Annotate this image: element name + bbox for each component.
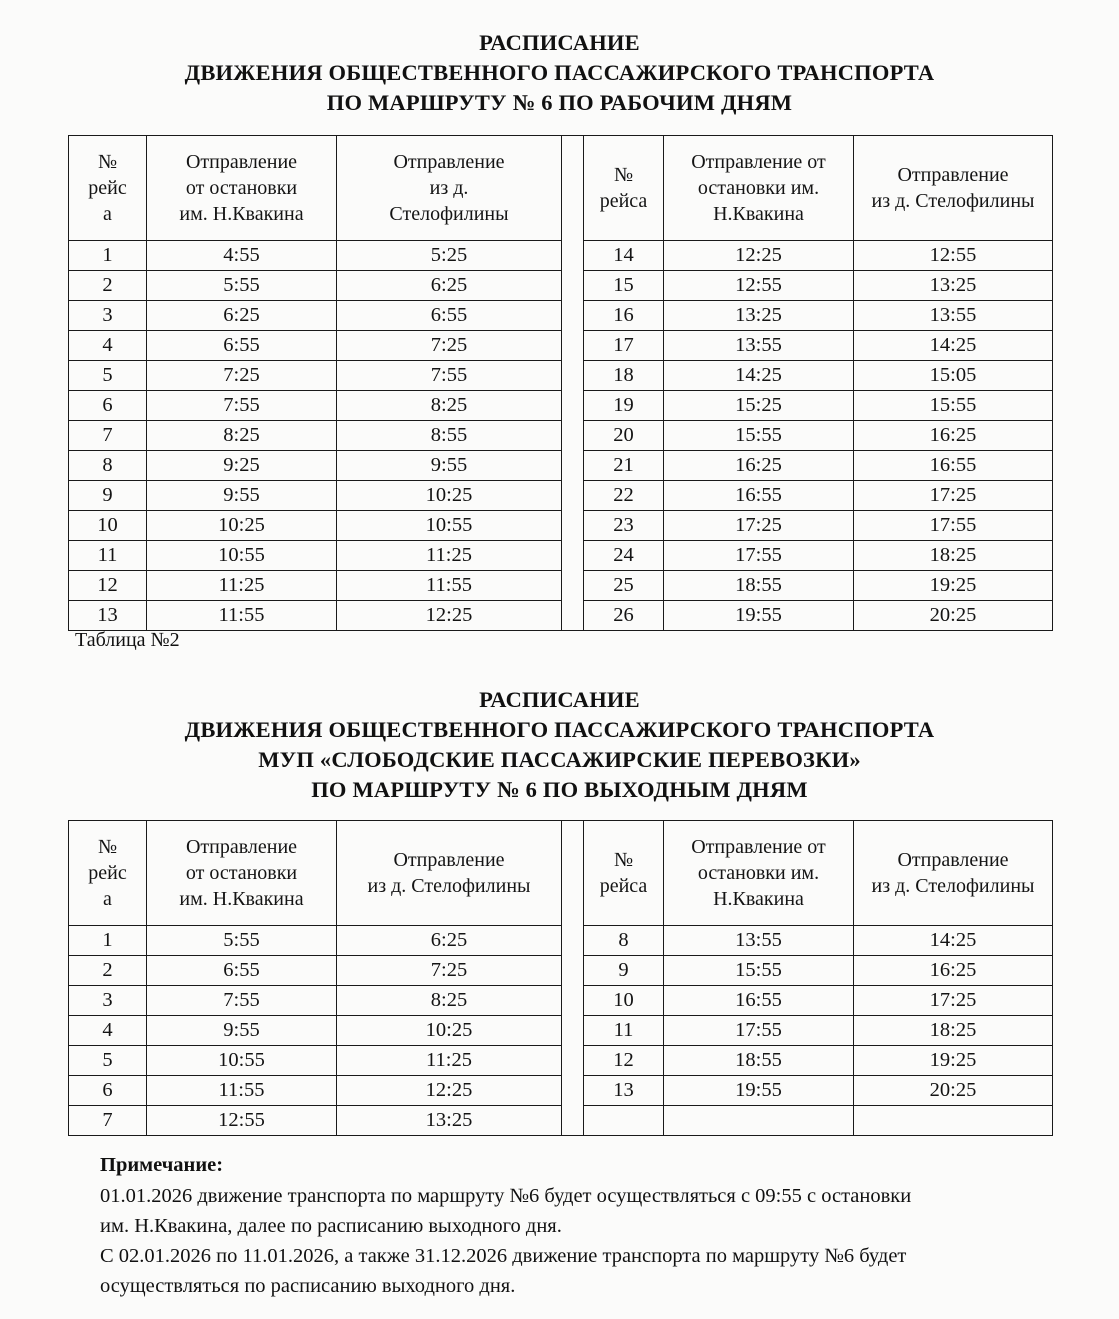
header-line: рейс <box>88 862 127 884</box>
header-line: рейса <box>599 190 648 212</box>
departure-village-left: 8:25 <box>337 986 562 1016</box>
header-departure-stop-left <box>147 136 337 241</box>
column-spacer <box>562 136 584 241</box>
departure-stop-left: 7:55 <box>147 391 337 421</box>
title-line-3: ПО МАРШРУТУ № 6 ПО РАБОЧИМ ДНЯМ <box>326 90 793 115</box>
departure-stop-left: 6:55 <box>147 956 337 986</box>
header-departure-village-left <box>337 136 562 241</box>
header-line: Отправление от <box>691 836 826 858</box>
trip-number-left: 5 <box>69 361 147 391</box>
header-line: рейса <box>599 875 648 897</box>
departure-stop-right: 13:25 <box>664 301 854 331</box>
departure-stop-right: 19:55 <box>664 1076 854 1106</box>
departure-village-left: 12:25 <box>337 601 562 631</box>
column-spacer <box>562 301 584 331</box>
note-line-2: им. Н.Квакина, далее по расписанию выходного дня. <box>100 1215 562 1237</box>
header-line: им. Н.Квакина <box>179 203 304 225</box>
departure-village-right: 17:55 <box>854 511 1053 541</box>
header-line: остановки им. <box>697 177 820 199</box>
header-line: рейс <box>88 177 127 199</box>
departure-village-right: 12:55 <box>854 241 1053 271</box>
column-spacer <box>562 1046 584 1076</box>
header-line: Отправление <box>393 849 505 871</box>
title-line-3: МУП «СЛОБОДСКИЕ ПАССАЖИРСКИЕ ПЕРЕВОЗКИ» <box>258 747 861 772</box>
column-spacer <box>562 821 584 926</box>
departure-stop-left: 4:55 <box>147 241 337 271</box>
departure-village-left: 10:55 <box>337 511 562 541</box>
trip-number-right: 9 <box>584 956 664 986</box>
note-line-4: осуществляться по расписанию выходного дня. <box>100 1275 516 1297</box>
schedule-title-weekend <box>0 685 1119 805</box>
trip-number-right: 15 <box>584 271 664 301</box>
header-line: № <box>613 164 634 186</box>
departure-stop-right: 15:55 <box>664 956 854 986</box>
table-row <box>69 1046 1053 1076</box>
departure-village-right: 18:25 <box>854 541 1053 571</box>
departure-stop-left: 5:55 <box>147 926 337 956</box>
table-caption-2: Таблица №2 <box>75 629 180 651</box>
departure-village-right: 14:25 <box>854 926 1053 956</box>
departure-village-left: 7:55 <box>337 361 562 391</box>
notes-section <box>100 1150 1085 1301</box>
departure-stop-left: 9:55 <box>147 1016 337 1046</box>
column-spacer <box>562 1076 584 1106</box>
departure-village-left: 5:25 <box>337 241 562 271</box>
departure-stop-right: 18:55 <box>664 1046 854 1076</box>
table-row <box>69 1016 1053 1046</box>
table-row <box>69 481 1053 511</box>
header-line: № <box>613 849 634 871</box>
header-line: № <box>97 836 118 858</box>
header-line: а <box>103 888 112 910</box>
departure-stop-right: 14:25 <box>664 361 854 391</box>
trip-number-left: 2 <box>69 271 147 301</box>
departure-village-right: 13:25 <box>854 271 1053 301</box>
table-row <box>69 421 1053 451</box>
column-spacer <box>562 1106 584 1136</box>
departure-stop-left: 10:25 <box>147 511 337 541</box>
departure-stop-right: 16:55 <box>664 481 854 511</box>
title-line-1: РАСПИСАНИЕ <box>479 687 640 712</box>
departure-stop-right: 13:55 <box>664 926 854 956</box>
column-spacer <box>562 481 584 511</box>
departure-village-right: 15:55 <box>854 391 1053 421</box>
departure-stop-left: 5:55 <box>147 271 337 301</box>
departure-stop-right: 13:55 <box>664 331 854 361</box>
header-line: из д. Стелофилины <box>871 190 1035 212</box>
header-line: из д. Стелофилины <box>367 875 531 897</box>
departure-stop-left: 7:25 <box>147 361 337 391</box>
departure-stop-left: 9:55 <box>147 481 337 511</box>
departure-village-left: 7:25 <box>337 956 562 986</box>
departure-stop-left: 7:55 <box>147 986 337 1016</box>
column-spacer <box>562 421 584 451</box>
departure-village-left: 10:25 <box>337 1016 562 1046</box>
departure-stop-left: 6:25 <box>147 301 337 331</box>
departure-stop-left: 10:55 <box>147 541 337 571</box>
trip-number-left: 5 <box>69 1046 147 1076</box>
departure-village-right: 13:55 <box>854 301 1053 331</box>
header-line: Отправление <box>897 849 1009 871</box>
departure-stop-right: 15:55 <box>664 421 854 451</box>
trip-number-left: 11 <box>69 541 147 571</box>
departure-stop-right: 17:55 <box>664 541 854 571</box>
trip-number-right: 26 <box>584 601 664 631</box>
trip-number-right <box>584 1106 664 1136</box>
departure-stop-right <box>664 1106 854 1136</box>
header-departure-village-right <box>854 136 1053 241</box>
column-spacer <box>562 331 584 361</box>
departure-village-left: 13:25 <box>337 1106 562 1136</box>
column-spacer <box>562 391 584 421</box>
departure-stop-left: 10:55 <box>147 1046 337 1076</box>
departure-stop-right: 12:55 <box>664 271 854 301</box>
header-line: от остановки <box>185 177 298 199</box>
departure-village-left: 9:55 <box>337 451 562 481</box>
trip-number-right: 25 <box>584 571 664 601</box>
trip-number-left: 4 <box>69 331 147 361</box>
title-line-2: ДВИЖЕНИЯ ОБЩЕСТВЕННОГО ПАССАЖИРСКОГО ТРАНСПОРТА <box>184 60 935 85</box>
departure-village-right: 16:25 <box>854 421 1053 451</box>
schedule-table-weekday <box>68 135 1053 631</box>
departure-village-right: 20:25 <box>854 1076 1053 1106</box>
title-line-4: ПО МАРШРУТУ № 6 ПО ВЫХОДНЫМ ДНЯМ <box>311 777 808 802</box>
schedule-table-weekday-body <box>69 241 1053 631</box>
trip-number-left: 9 <box>69 481 147 511</box>
trip-number-right: 13 <box>584 1076 664 1106</box>
table-row <box>69 956 1053 986</box>
departure-village-right: 16:55 <box>854 451 1053 481</box>
trip-number-left: 6 <box>69 1076 147 1106</box>
trip-number-left: 1 <box>69 926 147 956</box>
trip-number-left: 7 <box>69 421 147 451</box>
schedule-table-weekend-wrapper <box>68 820 1052 1136</box>
departure-village-left: 8:25 <box>337 391 562 421</box>
departure-stop-right: 17:25 <box>664 511 854 541</box>
trip-number-left: 13 <box>69 601 147 631</box>
table-row <box>69 391 1053 421</box>
note-line-1: 01.01.2026 движение транспорта по маршруту №6 будет осуществляться с 09:55 с остановки <box>100 1185 912 1207</box>
departure-stop-left: 6:55 <box>147 331 337 361</box>
departure-village-left: 11:25 <box>337 541 562 571</box>
header-line: а <box>103 203 112 225</box>
trip-number-left: 12 <box>69 571 147 601</box>
trip-number-right: 10 <box>584 986 664 1016</box>
header-trip-number-left <box>69 821 147 926</box>
column-spacer <box>562 986 584 1016</box>
notes-title: Примечание: <box>100 1154 224 1176</box>
table-row <box>69 451 1053 481</box>
trip-number-left: 3 <box>69 301 147 331</box>
table-row <box>69 541 1053 571</box>
table-row <box>69 1076 1053 1106</box>
schedule-table-weekday-wrapper <box>68 135 1052 631</box>
header-departure-stop-right <box>664 136 854 241</box>
column-spacer <box>562 571 584 601</box>
note-line-3: С 02.01.2026 по 11.01.2026, а также 31.12.2026 движение транспорта по маршруту №6 будет <box>100 1245 907 1267</box>
column-spacer <box>562 541 584 571</box>
column-spacer <box>562 511 584 541</box>
departure-stop-left: 11:55 <box>147 1076 337 1106</box>
schedule-title-weekday <box>0 28 1119 118</box>
departure-stop-right: 19:55 <box>664 601 854 631</box>
table-header-row <box>69 136 1053 241</box>
departure-village-right: 19:25 <box>854 571 1053 601</box>
header-line: № <box>97 151 118 173</box>
trip-number-right: 16 <box>584 301 664 331</box>
departure-village-left: 11:55 <box>337 571 562 601</box>
table-row <box>69 241 1053 271</box>
header-line: Отправление <box>897 164 1009 186</box>
header-line: Отправление <box>185 151 298 173</box>
trip-number-right: 8 <box>584 926 664 956</box>
header-line: Отправление от <box>691 151 826 173</box>
column-spacer <box>562 241 584 271</box>
header-line: из д. <box>429 177 469 199</box>
departure-village-left: 6:25 <box>337 926 562 956</box>
departure-village-right: 14:25 <box>854 331 1053 361</box>
departure-village-right: 17:25 <box>854 986 1053 1016</box>
departure-village-left: 6:55 <box>337 301 562 331</box>
trip-number-right: 18 <box>584 361 664 391</box>
trip-number-right: 20 <box>584 421 664 451</box>
departure-stop-right: 16:55 <box>664 986 854 1016</box>
trip-number-right: 12 <box>584 1046 664 1076</box>
departure-stop-left: 9:25 <box>147 451 337 481</box>
departure-village-right: 19:25 <box>854 1046 1053 1076</box>
table-row <box>69 301 1053 331</box>
trip-number-left: 4 <box>69 1016 147 1046</box>
schedule-table-weekend-body <box>69 926 1053 1136</box>
trip-number-left: 10 <box>69 511 147 541</box>
trip-number-right: 21 <box>584 451 664 481</box>
departure-village-right: 15:05 <box>854 361 1053 391</box>
trip-number-left: 3 <box>69 986 147 1016</box>
trip-number-right: 17 <box>584 331 664 361</box>
header-departure-village-right <box>854 821 1053 926</box>
trip-number-right: 24 <box>584 541 664 571</box>
departure-stop-right: 16:25 <box>664 451 854 481</box>
column-spacer <box>562 361 584 391</box>
header-line: Отправление <box>393 151 505 173</box>
departure-village-right <box>854 1106 1053 1136</box>
departure-stop-right: 17:55 <box>664 1016 854 1046</box>
table-row <box>69 571 1053 601</box>
column-spacer <box>562 451 584 481</box>
table-row <box>69 361 1053 391</box>
departure-village-left: 12:25 <box>337 1076 562 1106</box>
header-line: Н.Квакина <box>713 203 804 225</box>
schedule-table-weekend <box>68 820 1053 1136</box>
table-row <box>69 271 1053 301</box>
column-spacer <box>562 601 584 631</box>
departure-stop-left: 11:55 <box>147 601 337 631</box>
table-row <box>69 331 1053 361</box>
header-line: им. Н.Квакина <box>179 888 304 910</box>
trip-number-left: 2 <box>69 956 147 986</box>
departure-stop-left: 11:25 <box>147 571 337 601</box>
column-spacer <box>562 926 584 956</box>
header-line: Отправление <box>185 836 298 858</box>
title-line-1: РАСПИСАНИЕ <box>479 30 640 55</box>
departure-village-left: 10:25 <box>337 481 562 511</box>
trip-number-right: 14 <box>584 241 664 271</box>
header-line: Стелофилины <box>389 203 509 225</box>
departure-village-left: 8:55 <box>337 421 562 451</box>
departure-stop-left: 8:25 <box>147 421 337 451</box>
trip-number-right: 23 <box>584 511 664 541</box>
header-line: от остановки <box>185 862 298 884</box>
departure-stop-left: 12:55 <box>147 1106 337 1136</box>
column-spacer <box>562 956 584 986</box>
header-line: остановки им. <box>697 862 820 884</box>
header-trip-number-left <box>69 136 147 241</box>
trip-number-left: 7 <box>69 1106 147 1136</box>
departure-village-right: 18:25 <box>854 1016 1053 1046</box>
departure-village-right: 20:25 <box>854 601 1053 631</box>
column-spacer <box>562 271 584 301</box>
departure-village-left: 7:25 <box>337 331 562 361</box>
table-row <box>69 601 1053 631</box>
header-line: из д. Стелофилины <box>871 875 1035 897</box>
header-departure-stop-left <box>147 821 337 926</box>
departure-village-right: 16:25 <box>854 956 1053 986</box>
departure-village-right: 17:25 <box>854 481 1053 511</box>
departure-stop-right: 15:25 <box>664 391 854 421</box>
departure-village-left: 11:25 <box>337 1046 562 1076</box>
departure-stop-right: 18:55 <box>664 571 854 601</box>
trip-number-right: 11 <box>584 1016 664 1046</box>
header-trip-number-right <box>584 136 664 241</box>
table-row <box>69 926 1053 956</box>
trip-number-left: 1 <box>69 241 147 271</box>
trip-number-right: 22 <box>584 481 664 511</box>
table-header-row <box>69 821 1053 926</box>
trip-number-left: 6 <box>69 391 147 421</box>
trip-number-left: 8 <box>69 451 147 481</box>
header-departure-village-left <box>337 821 562 926</box>
table-row <box>69 986 1053 1016</box>
header-departure-stop-right <box>664 821 854 926</box>
departure-village-left: 6:25 <box>337 271 562 301</box>
table-row <box>69 511 1053 541</box>
departure-stop-right: 12:25 <box>664 241 854 271</box>
column-spacer <box>562 1016 584 1046</box>
header-trip-number-right <box>584 821 664 926</box>
header-line: Н.Квакина <box>713 888 804 910</box>
table-row <box>69 1106 1053 1136</box>
title-line-2: ДВИЖЕНИЯ ОБЩЕСТВЕННОГО ПАССАЖИРСКОГО ТРАНСПОРТА <box>184 717 935 742</box>
trip-number-right: 19 <box>584 391 664 421</box>
